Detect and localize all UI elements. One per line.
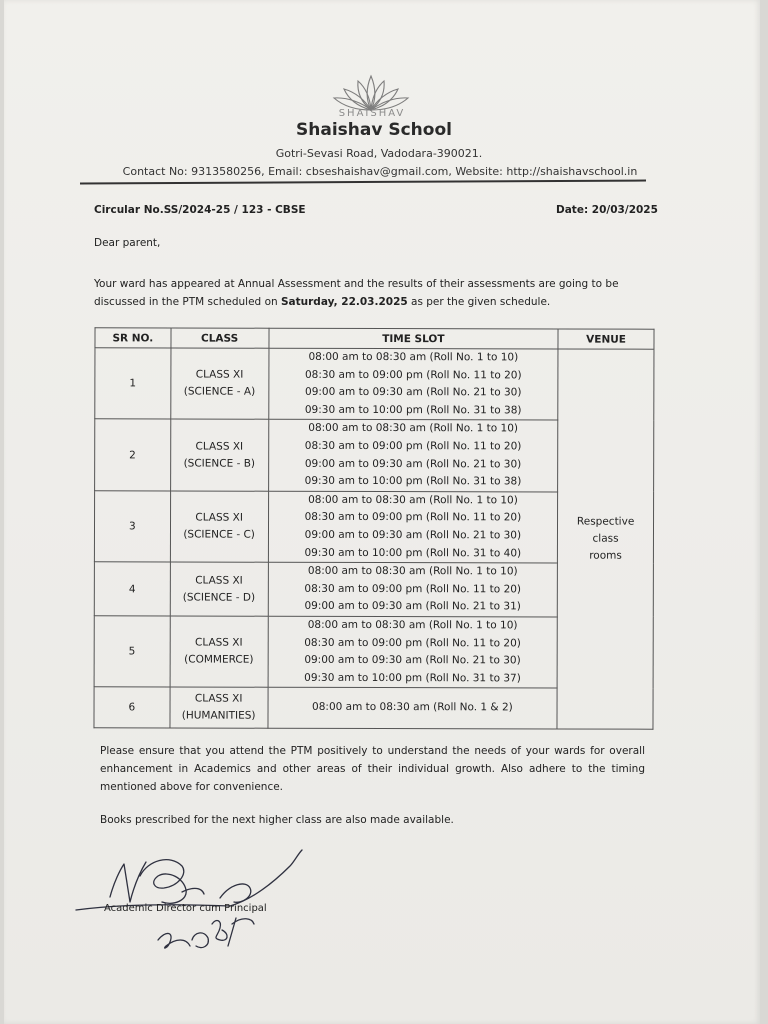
time-slot: 08:30 am to 09:00 pm (Roll No. 11 to 20) [304, 636, 521, 649]
time-slot-cell [268, 348, 558, 420]
time-slot-cell [268, 491, 558, 563]
intro-text-after: as per the given schedule. [407, 296, 551, 308]
class-section: (SCIENCE - B) [183, 457, 256, 470]
time-slot: 09:00 am to 09:30 am (Roll No. 21 to 30) [305, 386, 522, 399]
time-slot: 08:00 am to 08:30 am (Roll No. 1 to 10) [307, 564, 518, 578]
venue-line: rooms [589, 549, 622, 562]
circular-date: Date: 20/03/2025 [556, 204, 658, 216]
class-cell [170, 419, 268, 491]
signatory-title: Academic Director cum Principal [104, 903, 267, 914]
time-slot: 09:00 am to 09:30 am (Roll No. 21 to 30) [304, 528, 522, 542]
class-cell [170, 491, 268, 563]
time-slot: 08:30 am to 09:00 pm (Roll No. 11 to 20) [304, 511, 522, 524]
books-note: Books prescribed for the next higher class are also made available. [100, 814, 454, 826]
ptm-schedule-table [93, 327, 654, 730]
header-sr-no: SR NO. [95, 328, 171, 348]
time-slot: 08:00 am to 08:30 am (Roll No. 1 to 10) [308, 422, 519, 435]
contact-line: Contact No: 9313580256, Email: cbseshaishav@gmail.com, Website: http://shaishavschool.in [122, 165, 638, 178]
table-header-row [95, 328, 654, 349]
time-slot: 09:00 am to 09:30 am (Roll No. 21 to 30) [304, 457, 522, 470]
class-section: (SCIENCE - C) [183, 528, 255, 541]
sr-cell: 1 [95, 348, 171, 420]
time-slot: 09:30 am to 10:00 pm (Roll No. 31 to 37) [304, 671, 521, 685]
sr-cell: 6 [94, 687, 170, 728]
class-name: CLASS XI [195, 574, 243, 587]
intro-text-before: Your ward has appeared at Annual Assessment and the results of their assessments are going to be discussed in the PTM scheduled on [94, 278, 619, 308]
circular-number: Circular No.SS/2024-25 / 123 - CBSE [94, 204, 306, 216]
class-cell [170, 616, 268, 688]
school-address: Gotri-Sevasi Road, Vadodara-390021. [275, 147, 483, 160]
sr-cell: 3 [94, 491, 170, 563]
intro-paragraph [94, 275, 654, 311]
time-slot: 08:00 am to 08:30 am (Roll No. 1 & 2) [312, 701, 513, 714]
sr-cell: 5 [94, 616, 170, 688]
class-cell [170, 562, 268, 616]
class-name: CLASS XI [195, 368, 244, 381]
time-slot: 08:00 am to 08:30 am (Roll No. 1 to 10) [307, 618, 518, 632]
venue-line: class [592, 532, 619, 545]
header-time-slot: TIME SLOT [269, 328, 559, 349]
venue-line: Respective [576, 515, 635, 528]
class-section: (HUMANITIES) [181, 709, 256, 722]
time-slot-cell [268, 616, 558, 688]
time-slot: 09:00 am to 09:30 am (Roll No. 21 to 30) [304, 653, 521, 667]
class-section: (SCIENCE - D) [182, 591, 256, 604]
time-slot: 08:00 am to 08:30 am (Roll No. 1 to 10) [308, 350, 519, 364]
time-slot-cell [268, 562, 558, 617]
class-cell [170, 687, 268, 728]
sr-cell: 2 [95, 419, 171, 491]
document-page [4, 0, 760, 1024]
school-name: Shaishav School [296, 120, 452, 140]
header-divider [80, 180, 646, 185]
time-slot-cell [268, 420, 558, 492]
class-name: CLASS XI [195, 511, 243, 524]
time-slot: 09:30 am to 10:00 pm (Roll No. 31 to 40) [304, 546, 522, 559]
time-slot: 09:30 am to 10:00 pm (Roll No. 31 to 38) [304, 403, 522, 417]
sr-cell: 4 [94, 562, 170, 616]
ptm-date: Saturday, 22.03.2025 [280, 296, 408, 308]
venue-cell [557, 349, 654, 730]
table-row [95, 348, 654, 421]
signature-scribble [70, 842, 320, 957]
class-cell [170, 348, 268, 420]
class-section: (SCIENCE - A) [183, 385, 256, 398]
time-slot: 08:00 am to 08:30 am (Roll No. 1 to 10) [308, 493, 518, 507]
class-section: (COMMERCE) [184, 653, 254, 666]
time-slot: 09:30 am to 10:00 pm (Roll No. 31 to 38) [304, 474, 522, 488]
header-class: CLASS [171, 328, 269, 348]
class-name: CLASS XI [194, 692, 243, 705]
time-slot: 08:30 am to 09:00 pm (Roll No. 11 to 20) [304, 439, 522, 453]
greeting: Dear parent, [94, 237, 161, 249]
time-slot: 09:00 am to 09:30 am (Roll No. 21 to 31) [304, 600, 521, 613]
time-slot-cell [268, 688, 558, 730]
class-name: CLASS XI [195, 636, 243, 649]
closing-paragraph: Please ensure that you attend the PTM positively to understand the needs of your wards for overall enhancement in Academics and other areas of their individual growth. Also adhere to the timing mentioned above for convenience. [100, 745, 645, 793]
time-slot: 08:30 am to 09:00 pm (Roll No. 11 to 20) [304, 582, 522, 596]
class-name: CLASS XI [195, 440, 244, 453]
logo-wordmark: SHAISHAV [338, 108, 406, 119]
header-venue: VENUE [558, 329, 654, 349]
time-slot: 08:30 am to 09:00 pm (Roll No. 11 to 20) [304, 368, 522, 381]
